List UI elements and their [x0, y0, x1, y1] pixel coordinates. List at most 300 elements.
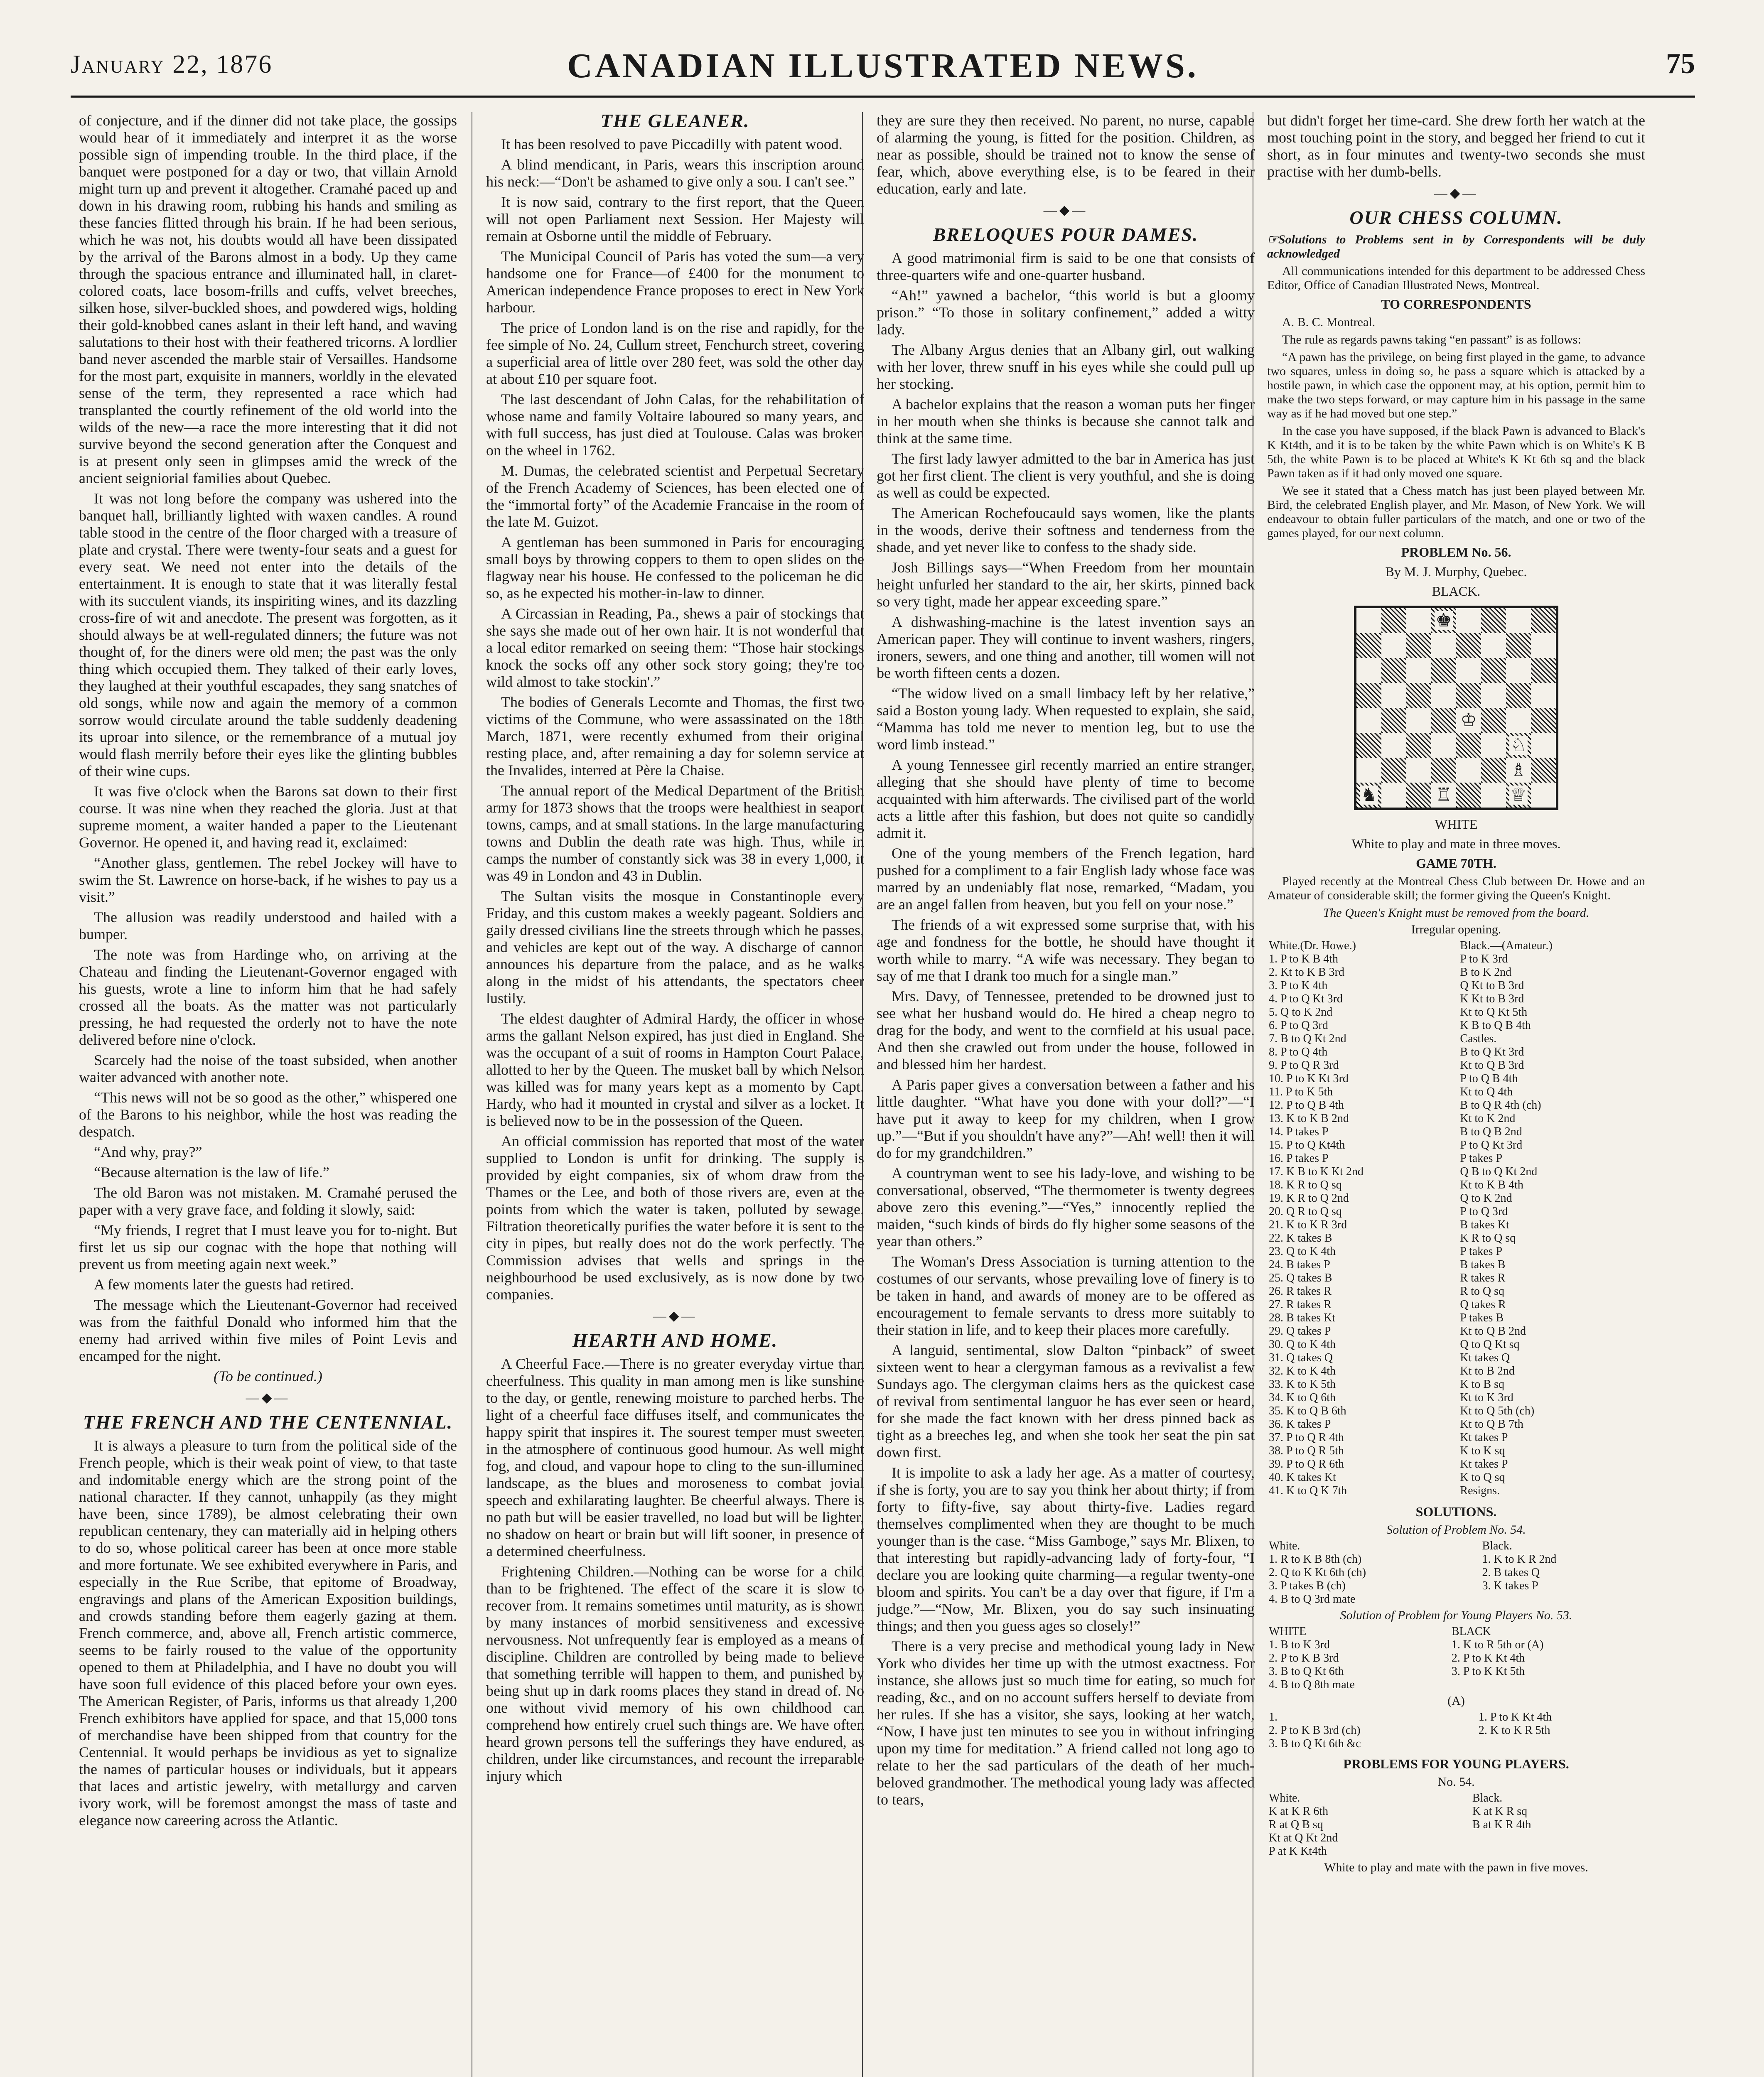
move-cell: 17. K B to K Kt 2nd: [1269, 1165, 1364, 1178]
move-cell: P at K Kt4th: [1269, 1845, 1327, 1858]
move-cell: [1450, 1678, 1645, 1692]
move-row: [1267, 1338, 1645, 1351]
young-problem-table: [1267, 1792, 1645, 1858]
move-row: [1267, 1458, 1645, 1471]
move-cell: K to Q sq: [1460, 1471, 1505, 1484]
news-item: The Municipal Council of Paris has voted the sum—a very handsome one for France—of £400 for the monument to American independence France proposes to erect in New York harbour.: [486, 248, 864, 316]
move-cell: 39. P to Q R 6th: [1269, 1458, 1344, 1471]
board-square: [1531, 708, 1556, 733]
board-square: [1381, 758, 1406, 783]
board-square: [1506, 733, 1531, 758]
correspondent-name: A. B. C. Montreal.: [1282, 315, 1376, 329]
move-row: [1267, 1072, 1645, 1085]
move-cell: 3. K takes P: [1482, 1579, 1538, 1592]
move-cell: R to Q sq: [1460, 1285, 1504, 1298]
news-item: A bachelor explains that the reason a woman puts her finger in her mouth when she thinks is because she cannot talk and think at the same time.: [877, 396, 1255, 447]
chess-piece-icon: ♕: [1510, 785, 1527, 805]
move-row: [1267, 1638, 1645, 1652]
board-square: [1481, 733, 1506, 758]
chess-notice: ☞Solutions to Problems sent in by Correspondents will be duly acknowledged: [1267, 233, 1645, 260]
move-cell: 1. K to K R 2nd: [1482, 1553, 1557, 1566]
move-cell: Kt to Q 4th: [1460, 1085, 1513, 1098]
move-row: [1267, 1112, 1645, 1125]
move-cell: K Kt to B 3rd: [1460, 992, 1524, 1005]
move-row: [1267, 979, 1645, 992]
move-cell: Q B to Q Kt 2nd: [1460, 1165, 1538, 1178]
move-cell: 4. B to Q 3rd mate: [1269, 1593, 1356, 1606]
column-header: BLACK: [1451, 1625, 1491, 1638]
column-header: Black.: [1472, 1792, 1503, 1804]
game-moves-table: [1267, 939, 1645, 1498]
move-row: [1267, 1205, 1645, 1218]
move-cell: 20. Q R to Q sq: [1269, 1205, 1342, 1218]
solutions-heading: SOLUTIONS.: [1415, 1504, 1497, 1519]
board-square: [1531, 608, 1556, 633]
move-row: [1267, 1711, 1645, 1724]
move-cell: 1. P to K B 4th: [1269, 953, 1338, 965]
move-cell: 2. B takes Q: [1482, 1566, 1540, 1579]
board-square: [1406, 608, 1431, 633]
move-row: [1267, 1218, 1645, 1232]
board-square: [1356, 658, 1381, 683]
move-cell: 4. B to Q 8th mate: [1269, 1678, 1355, 1691]
news-item: It is now said, contrary to the first report, that the Queen will not open Parliament next Session. Her Majesty will remain at Osborne until the middle of February.: [486, 194, 864, 244]
board-square: [1381, 708, 1406, 733]
section-heading: THE FRENCH AND THE CENTENNIAL.: [83, 1412, 453, 1433]
board-square: [1431, 633, 1456, 658]
board-square: [1406, 658, 1431, 683]
white-label: WHITE: [1435, 817, 1478, 832]
chess-piece-icon: ♘: [1510, 735, 1527, 755]
move-cell: Kt to Q B 7th: [1460, 1418, 1523, 1431]
board-square: [1481, 783, 1506, 808]
column-1: [79, 112, 457, 2077]
board-square: [1481, 758, 1506, 783]
move-row: [1267, 1285, 1645, 1298]
chess-piece-icon: ♗: [1510, 760, 1527, 780]
move-cell: 3. B to Q Kt 6th &c: [1269, 1737, 1361, 1750]
board-square: [1431, 608, 1456, 633]
article-paragraph: they are sure they then received. No parent, no nurse, capable of alarming the young, is fitted for the position. Children, as near as possible, should be trained not to know the sense of fear, which, above everything else, is to be feared in their education, early and late.: [877, 112, 1255, 197]
board-square: [1381, 658, 1406, 683]
move-row: [1267, 1351, 1645, 1365]
ornament-divider: —◆—: [653, 1308, 698, 1323]
move-cell: P takes B: [1460, 1311, 1504, 1324]
move-cell: [1471, 1845, 1645, 1858]
move-cell: K at K R 6th: [1269, 1805, 1329, 1818]
column-header: White.(Dr. Howe.): [1269, 939, 1356, 952]
story-paragraph: The allusion was readily understood and hailed with a bumper.: [79, 909, 457, 943]
news-item: The first lady lawyer admitted to the bar in America has just got her first client. The client is very youthful, and she is doing as well as could be expected.: [877, 450, 1255, 501]
news-item: It is impolite to ask a lady her age. As a matter of courtesy, if she is forty, you are to say you think her about thirty; if from forty to fifty-five, say about thirty-five. Ladies regard themselves complimented when they are thought to be much younger than is the case. “Miss Gamboge,” says Mr. Blixen, to that interesting but rapidly-advancing lady of forty-four, “I declare you are looking quite charming—a regular twenty-one bloom and spirits. You can't be a day over that figure, if I'm a judge.”—“Now, Mr. Blixen, you do say such insinuating things; and then you guess ages so closely!”: [877, 1464, 1255, 1634]
news-item: “The widow lived on a small limbacy left by her relative,” said a Boston young lady. When requested to explain, she said, “Mamma has told me never to mention leg, but to use the word limb instead.”: [877, 685, 1255, 753]
move-cell: 40. K takes Kt: [1269, 1471, 1336, 1484]
move-cell: 2. P to K Kt 4th: [1451, 1652, 1525, 1665]
move-cell: 3. P to K Kt 5th: [1451, 1665, 1525, 1678]
board-square: [1381, 683, 1406, 708]
board-square: [1431, 733, 1456, 758]
move-cell: B to K 2nd: [1460, 966, 1512, 979]
move-cell: Q takes R: [1460, 1298, 1506, 1311]
move-cell: 7. B to Q Kt 2nd: [1269, 1032, 1346, 1045]
story-paragraph: “Another glass, gentlemen. The rebel Jockey will have to swim the St. Lawrence on horse-back, if he wishes to pay us a visit.”: [79, 854, 457, 905]
breloques-items: [877, 250, 1255, 1808]
move-cell: 10. P to K Kt 3rd: [1269, 1072, 1349, 1085]
news-item: The eldest daughter of Admiral Hardy, the officer in whose arms the gallant Nelson expired, has just died in England. She was the occupant of a suit of rooms in Hampton Court Palace, allotted to her by the Queen. The musket ball by which Nelson was killed was for many years kept as a momento by Capt. Hardy, who had it mounted in crystal and silver as a locket. It is believed now to be in the possession of the Queen.: [486, 1010, 864, 1129]
solution-table: [1267, 1711, 1645, 1750]
news-item: A Paris paper gives a conversation between a father and his little daughter. “What have you done with your doll?”—“I have put it away to keep for my children, when I grow up.”—“But if you shouldn't have any?”—Ah! well! then it will do for my grandchildren.”: [877, 1076, 1255, 1161]
article-paragraph: It is always a pleasure to turn from the political side of the French people, which is their weak point of view, to that taste and indomitable energy which are the strong point of the national character. If they cannot, unhappily (as they might have been, since 1789), be almost celebrating their own republican centenary, they can materially aid in helping others to do so, whose political career has been at once more stable and more fortunate. We see exhibited everywhere in Paris, and especially in the Rue Scribe, that epitome of Broadway, engravings and plans of the American Exposition buildings, and crowds standing before them eagerly gazing at them. French commerce, and, above all, French artistic commerce, seems to be fairly roused to the value of the opportunity opened to them at Philadelphia, and I have no doubt you will have soon full evidence of this placed before your own eyes. The American Register, of Paris, informs us that already 1,200 French exhibitors have applied for space, and that 15,000 tons of merchandise have been shipped from that country for the Centennial. It would perhaps be invidious as yet to signalize the names of particular houses or individuals, but it appears that laces and artistic jewelry, with metallurgy and carven ivory work, will be foremost amongst the mass of taste and elegance now careering across the Atlantic.: [79, 1437, 457, 1829]
story-paragraph: of conjecture, and if the dinner did not take place, the gossips would hear of it immediately and interpret it as the worse possible sign of impending trouble. In the third place, if the banquet were postponed for a day or two, that villain Arnold might turn up and prevent it altogether. Cramahé paced up and down in his drawing room, rubbing his hands and smiling as these fancies flitted through his brain. If he had been serious, which he was not, his doubts would all have been dissipated by the arrival of the Barons almost in a body. Up they came through the spacious entrance and illuminated hall, in claret-colored coats, lace bosom-frills and cuffs, velvet breeches, silken hose, silver-buckled shoes, and powdered wigs, holding their gold-knobbed canes aslant in their left hand, and waving salutations to their host with their feathered tricorns. A lordlier band never ascended the marble stair of Versailles. Handsome for the most part, exquisite in manners, worldly in the elevated sense of the term, they represented a race which had transplanted the courtly refinement of the old world into the wilds of the new—a race the more interesting that it did not survive beyond the second generation after the Conquest and is at present only seen in glimpses amid the wreck of the ancient seigniorial families about Quebec.: [79, 112, 457, 486]
move-cell: 12. P to Q B 4th: [1269, 1099, 1344, 1112]
move-cell: B takes Kt: [1460, 1218, 1509, 1231]
move-cell: 1. K to R 5th or (A): [1451, 1638, 1544, 1651]
move-cell: Kt to Q B 3rd: [1460, 1059, 1524, 1072]
move-cell: 9. P to Q R 3rd: [1269, 1059, 1339, 1072]
news-item: The bodies of Generals Lecomte and Thomas, the first two victims of the Commune, who were assassinated on the 18th March, 1871, were recently exhumed from their original resting place, and, after remaining a day for solemn service at the Invalides, interred at Père la Chaise.: [486, 694, 864, 778]
news-item: Josh Billings says—“When Freedom from her mountain height unfurled her standard to the air, her skirts, pinned back so very tight, made her appear exceeding spare.”: [877, 559, 1255, 610]
move-row: [1267, 1258, 1645, 1272]
move-row: [1267, 1298, 1645, 1311]
move-cell: 4. P to Q Kt 3rd: [1269, 992, 1343, 1005]
board-square: [1431, 708, 1456, 733]
move-cell: K R to Q sq: [1460, 1232, 1516, 1245]
move-row: [1267, 1232, 1645, 1245]
board-square: [1431, 683, 1456, 708]
move-cell: 37. P to Q R 4th: [1269, 1431, 1344, 1444]
move-cell: Kt to K B 4th: [1460, 1178, 1523, 1191]
move-cell: 1. P to K Kt 4th: [1478, 1711, 1552, 1723]
column-4: [1267, 112, 1645, 2077]
move-row: [1267, 1085, 1645, 1099]
game-heading: GAME 70TH.: [1416, 856, 1496, 871]
board-square: [1406, 633, 1431, 658]
board-square: [1456, 658, 1481, 683]
article-paragraph: A Cheerful Face.—There is no greater everyday virtue than cheerfulness. This quality in man among men is like sunshine to the day, or gentle, renewing moisture to parched herbs. The light of a cheerful face diffuses itself, and communicates the happy spirit that inspires it. The sourest temper must sweeten in the atmosphere of continuous good humour. As well might fog, and cloud, and vapour hope to cling to the sun-illumined landscape, as the blues and moroseness to combat jovial speech and exhilarating laughter. Be cheerful always. There is no path but will be easier travelled, no load but will be lighter, no shadow on heart or brain but will lift sooner, in presence of a determined cheerfulness.: [486, 1355, 864, 1559]
news-item: The annual report of the Medical Department of the British army for 1873 shows that the troops were healthiest in seaport towns, camps, and at small stations. In the large manufacturing towns and Dublin the death rate was high. Thus, while in camps the number of constantly sick was 38 in every 1,000, it was 49 in London and 43 in Dublin.: [486, 782, 864, 884]
move-cell: 18. K R to Q sq: [1269, 1178, 1342, 1191]
column-header: White.: [1269, 1539, 1300, 1552]
move-cell: Kt to Q B 2nd: [1460, 1325, 1526, 1338]
news-item: A young Tennessee girl recently married an entire stranger, alleging that she should have plenty of time to become acquainted with him afterwards. The civilised part of the world acts a little after this fashion, but does not quite so candidly admit it.: [877, 756, 1255, 841]
board-square: [1381, 633, 1406, 658]
solution-heading: Solution of Problem No. 54.: [1386, 1523, 1526, 1537]
move-cell: Kt to B 2nd: [1460, 1365, 1515, 1377]
section-heading: THE GLEANER.: [600, 112, 750, 131]
board-square: [1481, 633, 1506, 658]
story-paragraph: The message which the Lieutenant-Governor had received was from the faithful Donald who informed him that the enemy had arrived within five miles of Point Levis and encamped for the night.: [79, 1296, 457, 1364]
correspondent-text: In the case you have supposed, if the black Pawn is advanced to Black's K Kt4th, and it is to be taken by the white Pawn which is on White's K B 5th, the white Pawn is to be placed at White's K Kt 6th sq and the black Pawn taken as if it had only moved one square.: [1267, 424, 1645, 480]
board-square: [1356, 633, 1381, 658]
move-row: [1267, 1566, 1645, 1579]
move-cell: 2. K to K R 5th: [1478, 1724, 1550, 1737]
variation-label: (A): [1447, 1694, 1465, 1708]
news-item: The price of London land is on the rise and rapidly, for the fee simple of No. 24, Cullum street, Fenchurch street, covering a superficial area of little over 280 feet, was sold the other day at about £10 per square foot.: [486, 319, 864, 387]
correspondents-heading: TO CORRESPONDENTS: [1381, 297, 1531, 312]
news-item: The Woman's Dress Association is turning attention to the costumes of our servants, whose prevailing love of finery is to be taken in hand, and awards of money are to be offered as encouragement to female servants to dress more suitably to their station in life, and to keep their places more carefully.: [877, 1253, 1255, 1338]
move-cell: [1481, 1593, 1645, 1606]
board-square: [1406, 733, 1431, 758]
issue-date: January 22, 1876: [71, 50, 273, 79]
story-paragraph: A few moments later the guests had retired.: [94, 1276, 354, 1293]
story-paragraph: “And why, pray?”: [94, 1144, 202, 1160]
move-row: [1267, 1678, 1645, 1692]
game-note: The Queen's Knight must be removed from the board.: [1323, 906, 1590, 920]
news-item: An official commission has reported that most of the water supplied to London is unfit for drinking. The supply is provided by eight companies, six of whom draw from the Thames or the Lee, and both of those rivers are, even at the points from which the water is taken, polluted by sewage. Filtration theoretically purifies the water before it is sent to the city in pipes, but really does not do the work perfectly. The Commission advises that wells and springs in the neighbourhood be used exclusively, as is now done by two companies.: [486, 1133, 864, 1303]
move-cell: 11. P to K 5th: [1269, 1085, 1333, 1098]
move-row: [1267, 1139, 1645, 1152]
move-cell: Q to K 2nd: [1460, 1192, 1512, 1205]
board-square: [1531, 783, 1556, 808]
move-cell: 24. B takes P: [1269, 1258, 1330, 1271]
board-square: [1381, 733, 1406, 758]
section-heading: OUR CHESS COLUMN.: [1349, 207, 1563, 228]
move-cell: Resigns.: [1460, 1484, 1500, 1497]
board-square: [1356, 683, 1381, 708]
move-cell: 35. K to Q B 6th: [1269, 1404, 1346, 1417]
move-row: [1267, 1652, 1645, 1665]
board-square: [1356, 758, 1381, 783]
move-cell: K to K sq: [1460, 1444, 1505, 1457]
move-row: [1267, 1431, 1645, 1444]
solution-table: [1267, 1539, 1645, 1606]
move-cell: B at K R 4th: [1472, 1818, 1531, 1831]
newspaper-title: CANADIAN ILLUSTRATED NEWS.: [567, 47, 1199, 85]
board-square: [1456, 758, 1481, 783]
move-cell: [1471, 1831, 1645, 1845]
news-item: The Albany Argus denies that an Albany girl, out walking with her lover, threw snuff in his eyes while she could pull up her stocking.: [877, 341, 1255, 392]
move-cell: 23. Q to K 4th: [1269, 1245, 1336, 1258]
young-problem-number: No. 54.: [1437, 1775, 1475, 1789]
move-row: [1267, 1484, 1645, 1498]
correspondent-text: “A pawn has the privilege, on being first played in the game, to advance two squares, unless in doing so, he pass a square which is attacked by a hostile pawn, in which case the opponent may, at his option, permit him to make the two steps forward, or may capture him in his passage in the same way as if he had moved but one step.”: [1267, 350, 1645, 420]
board-square: [1531, 758, 1556, 783]
move-cell: 1.: [1269, 1711, 1278, 1723]
move-cell: B to Q Kt 3rd: [1460, 1046, 1524, 1058]
board-square: [1506, 783, 1531, 808]
move-row: [1267, 1032, 1645, 1046]
move-row: [1267, 1593, 1645, 1606]
board-square: [1531, 733, 1556, 758]
move-row: [1267, 992, 1645, 1006]
story-paragraph: Scarcely had the noise of the toast subsided, when another waiter advanced with another note.: [79, 1052, 457, 1085]
column-header: White.: [1269, 1792, 1300, 1804]
section-heading: BRELOQUES POUR DAMES.: [933, 224, 1199, 245]
move-cell: 3. P takes B (ch): [1269, 1579, 1346, 1592]
move-row: [1267, 1019, 1645, 1032]
move-row: [1267, 1471, 1645, 1484]
move-row: [1267, 1165, 1645, 1178]
move-cell: 33. K to K 5th: [1269, 1378, 1336, 1391]
board-square: [1431, 658, 1456, 683]
ornament-divider: —◆—: [1043, 202, 1088, 217]
move-row: [1267, 1553, 1645, 1566]
board-square: [1531, 633, 1556, 658]
story-paragraph: It was not long before the company was ushered into the banquet hall, brilliantly lighted with waxen candles. A round table stood in the centre of the floor charged with a treasure of plate and crystal. There were twenty-four seats and a guest for every seat. We need not enter into the details of the entertainment. It is enough to state that it was literally festal with its succulent viands, its inspiriting wines, and its dazzling cross-fire of wit and anecdote. The present was forgotten, as it should always be at well-regulated dinners; the future was not thought of, for the diners were old men; the past was the only thing which occupied them. They talked of their early loves, they laughed at their youthful escapades, they sang snatches of old songs, while now and again the memory of a common sorrow would circulate around the table suddenly deadening its uproar into silence, or the remembrance of a mutual joy would flash merrily before their eyes like the glinting bubbles of their wine cups.: [79, 490, 457, 779]
board-square: [1456, 733, 1481, 758]
move-cell: 36. K takes P: [1269, 1418, 1331, 1431]
opening-name: Irregular opening.: [1411, 923, 1501, 936]
board-square: [1356, 708, 1381, 733]
problem-heading: PROBLEM No. 56.: [1401, 545, 1511, 560]
move-row: [1267, 1152, 1645, 1165]
move-cell: 13. K to K B 2nd: [1269, 1112, 1349, 1125]
move-cell: 28. B takes Kt: [1269, 1311, 1336, 1324]
news-item: A good matrimonial firm is said to be one that consists of three-quarters wife and one-quarter husband.: [877, 250, 1255, 283]
move-cell: 2. Kt to K B 3rd: [1269, 966, 1344, 979]
move-cell: B to Q R 4th (ch): [1460, 1099, 1541, 1112]
move-cell: B takes B: [1460, 1258, 1506, 1271]
move-row: [1267, 1391, 1645, 1404]
column-header: WHITE: [1269, 1625, 1307, 1638]
move-cell: K B to Q B 4th: [1460, 1019, 1531, 1032]
news-item: It has been resolved to pave Piccadilly with patent wood.: [501, 136, 843, 152]
board-square: [1456, 708, 1481, 733]
board-square: [1456, 683, 1481, 708]
move-cell: 34. K to Q 6th: [1269, 1391, 1336, 1404]
news-item: A countryman went to see his lady-love, and wishing to be conversational, observed, “The thermometer is twenty degrees above zero this evening.”—“Yes,” innocently replied the maiden, “such kinds of birds do fly higher some seasons of the year than others.”: [877, 1165, 1255, 1250]
article-paragraph: but didn't forget her time-card. She drew forth her watch at the most touching point in the story, and begged her friend to cut it short, as in four minutes and twenty-two seconds she must practise with her dumb-bells.: [1267, 112, 1645, 180]
masthead: [71, 46, 1695, 98]
move-cell: Q Kt to B 3rd: [1460, 979, 1524, 992]
board-square: [1506, 758, 1531, 783]
chess-piece-icon: ♔: [1460, 710, 1477, 730]
board-square: [1481, 683, 1506, 708]
news-item: The friends of a wit expressed some surprise that, with his age and fondness for the bottle, he should have thought it worth while to marry. “A wife was necessary. They began to say of me that I drank too much for a single man.”: [877, 916, 1255, 984]
move-cell: Kt to K 3rd: [1460, 1391, 1513, 1404]
black-label: BLACK.: [1432, 584, 1481, 599]
move-cell: R at Q B sq: [1269, 1818, 1323, 1831]
board-square: [1381, 783, 1406, 808]
news-item: A blind mendicant, in Paris, wears this inscription around his neck:—“Don't be ashamed to give only a sou. I can't see.”: [486, 156, 864, 190]
chess-piece-icon: ♚: [1435, 610, 1452, 631]
board-square: [1406, 683, 1431, 708]
move-cell: 1. R to K B 8th (ch): [1269, 1553, 1362, 1566]
board-square: [1381, 608, 1406, 633]
move-row: [1267, 1365, 1645, 1378]
chess-piece-icon: ♞: [1361, 785, 1377, 805]
solution-heading: Solution of Problem for Young Players No. 53.: [1340, 1608, 1572, 1622]
board-square: [1506, 633, 1531, 658]
young-players-heading: PROBLEMS FOR YOUNG PLAYERS.: [1343, 1756, 1569, 1771]
news-item: A dishwashing-machine is the latest invention says an American paper. They will continue to invent washers, ringers, ironers, sewers, and one thing and another, till women will not be worth fifteen cents a dozen.: [877, 614, 1255, 681]
move-cell: 6. P to Q 3rd: [1269, 1019, 1328, 1032]
move-cell: B to Q B 2nd: [1460, 1125, 1522, 1138]
move-row: [1267, 1404, 1645, 1418]
gleaner-items: [486, 136, 864, 1303]
move-row: [1267, 1325, 1645, 1338]
board-square: [1481, 608, 1506, 633]
move-cell: Kt takes P: [1460, 1431, 1508, 1444]
young-problem-text: White to play and mate with the pawn in five moves.: [1324, 1861, 1588, 1874]
move-row: [1267, 1831, 1645, 1845]
board-square: [1481, 658, 1506, 683]
move-cell: P to K 3rd: [1460, 953, 1508, 965]
board-square: [1431, 783, 1456, 808]
move-cell: K to B sq: [1460, 1378, 1504, 1391]
board-square: [1356, 783, 1381, 808]
move-row: [1267, 1444, 1645, 1458]
move-cell: 2. P to K B 3rd: [1269, 1652, 1339, 1665]
board-square: [1506, 683, 1531, 708]
board-square: [1531, 683, 1556, 708]
move-cell: 29. Q takes P: [1269, 1325, 1331, 1338]
move-row: [1267, 1845, 1645, 1858]
move-cell: Kt to Q 5th (ch): [1460, 1404, 1535, 1417]
correspondent-text: The rule as regards pawns taking “en passant” is as follows:: [1282, 333, 1581, 346]
board-square: [1506, 608, 1531, 633]
chess-piece-icon: ♖: [1435, 785, 1452, 805]
news-item: M. Dumas, the celebrated scientist and Perpetual Secretary of the French Academy of Sciences, has been elected one of the “immortal forty” of the Academie Francaise in the room of the late M. Guizot.: [486, 462, 864, 530]
move-cell: 3. P to K 4th: [1269, 979, 1328, 992]
story-paragraph: “My friends, I regret that I must leave you for to-night. But first let us sip our cognac with the hope that nothing will prevent us from meeting again next week.”: [79, 1222, 457, 1272]
move-cell: P to Q Kt 3rd: [1460, 1139, 1523, 1151]
move-cell: Castles.: [1460, 1032, 1497, 1045]
page-number: 75: [1666, 48, 1695, 80]
move-cell: 41. K to Q K 7th: [1269, 1484, 1347, 1497]
move-cell: 22. K takes B: [1269, 1232, 1332, 1245]
board-square: [1431, 758, 1456, 783]
chess-board: [1354, 606, 1558, 810]
section-heading: HEARTH AND HOME.: [572, 1330, 778, 1351]
board-square: [1456, 783, 1481, 808]
move-cell: P takes P: [1460, 1245, 1503, 1258]
move-row: [1267, 1272, 1645, 1285]
news-item: The last descendant of John Calas, for the rehabilitation of whose name and family Voltaire laboured so many years, and with full success, has just died at Toulouse. Calas was broken on the wheel in 1762.: [486, 391, 864, 459]
move-cell: 26. R takes R: [1269, 1285, 1332, 1298]
column-header: Black.: [1482, 1539, 1512, 1552]
move-cell: Q to Q Kt sq: [1460, 1338, 1520, 1351]
news-item: Mrs. Davy, of Tennessee, pretended to be drowned just to see what her husband would do. He hired a cheap negro to drag for the body, and went to the cornfield at his usual pace. And then she crawled out from under the house, followed in and blessed him her hardest.: [877, 988, 1255, 1073]
story-paragraph: “This news will not be so good as the other,” whispered one of the Barons to his neighbor, while the host was reading the despatch.: [79, 1089, 457, 1140]
board-square: [1456, 633, 1481, 658]
board-square: [1406, 758, 1431, 783]
move-row: [1267, 1665, 1645, 1678]
move-cell: 31. Q takes Q: [1269, 1351, 1333, 1364]
move-cell: 8. P to Q 4th: [1269, 1046, 1328, 1058]
move-row: [1267, 1805, 1645, 1818]
news-item: A languid, sentimental, slow Dalton “pinback” of sweet sixteen went to hear a clergyman famous as a revivalist a few Sundays ago. The clergyman claims hers as the quickest case of revival from sentimental languor he has ever seen or heard, for she made the fact known with her dress pinned back as tight as a breeches leg, and when she took her seat the pin sat down first.: [877, 1342, 1255, 1461]
board-square: [1406, 708, 1431, 733]
move-cell: Kt at Q Kt 2nd: [1269, 1831, 1338, 1844]
move-cell: 2. P to K B 3rd (ch): [1269, 1724, 1361, 1737]
move-cell: 5. Q to K 2nd: [1269, 1006, 1333, 1019]
board-square: [1506, 658, 1531, 683]
move-cell: Kt takes P: [1460, 1458, 1508, 1471]
move-row: [1267, 1046, 1645, 1059]
move-cell: 3. B to Q Kt 6th: [1269, 1665, 1344, 1678]
move-row: [1267, 1099, 1645, 1112]
move-cell: P to Q B 4th: [1460, 1072, 1518, 1085]
board-square: [1406, 783, 1431, 808]
problem-text: White to play and mate in three moves.: [1351, 836, 1561, 851]
news-item: One of the young members of the French legation, hard pushed for a compliment to a fair English lady whose face was marred by an undeniably flat nose, remarked, “Madam, you are an angel fallen from heaven, but you fell on your nose.”: [877, 845, 1255, 913]
problem-author: By M. J. Murphy, Quebec.: [1385, 564, 1527, 579]
move-cell: 32. K to K 4th: [1269, 1365, 1336, 1377]
move-cell: 30. Q to K 4th: [1269, 1338, 1336, 1351]
ornament-divider: —◆—: [246, 1390, 290, 1405]
news-item: A gentleman has been summoned in Paris for encouraging small boys by throwing coppers to them to open slides on the flagway near his house. He confessed to the policeman he did so, as he expected his mother-in-law to dinner.: [486, 534, 864, 601]
ornament-divider: —◆—: [1434, 185, 1479, 200]
move-cell: Kt to Q Kt 5th: [1460, 1006, 1528, 1019]
move-row: [1267, 953, 1645, 966]
move-row: [1267, 1059, 1645, 1072]
game-description: Played recently at the Montreal Chess Club between Dr. Howe and an Amateur of considerable skill; the former giving the Queen's Knight.: [1267, 874, 1645, 902]
move-cell: 21. K to K R 3rd: [1269, 1218, 1347, 1231]
move-cell: 16. P takes P: [1269, 1152, 1329, 1165]
move-cell: 27. R takes R: [1269, 1298, 1332, 1311]
move-cell: [1477, 1737, 1645, 1750]
